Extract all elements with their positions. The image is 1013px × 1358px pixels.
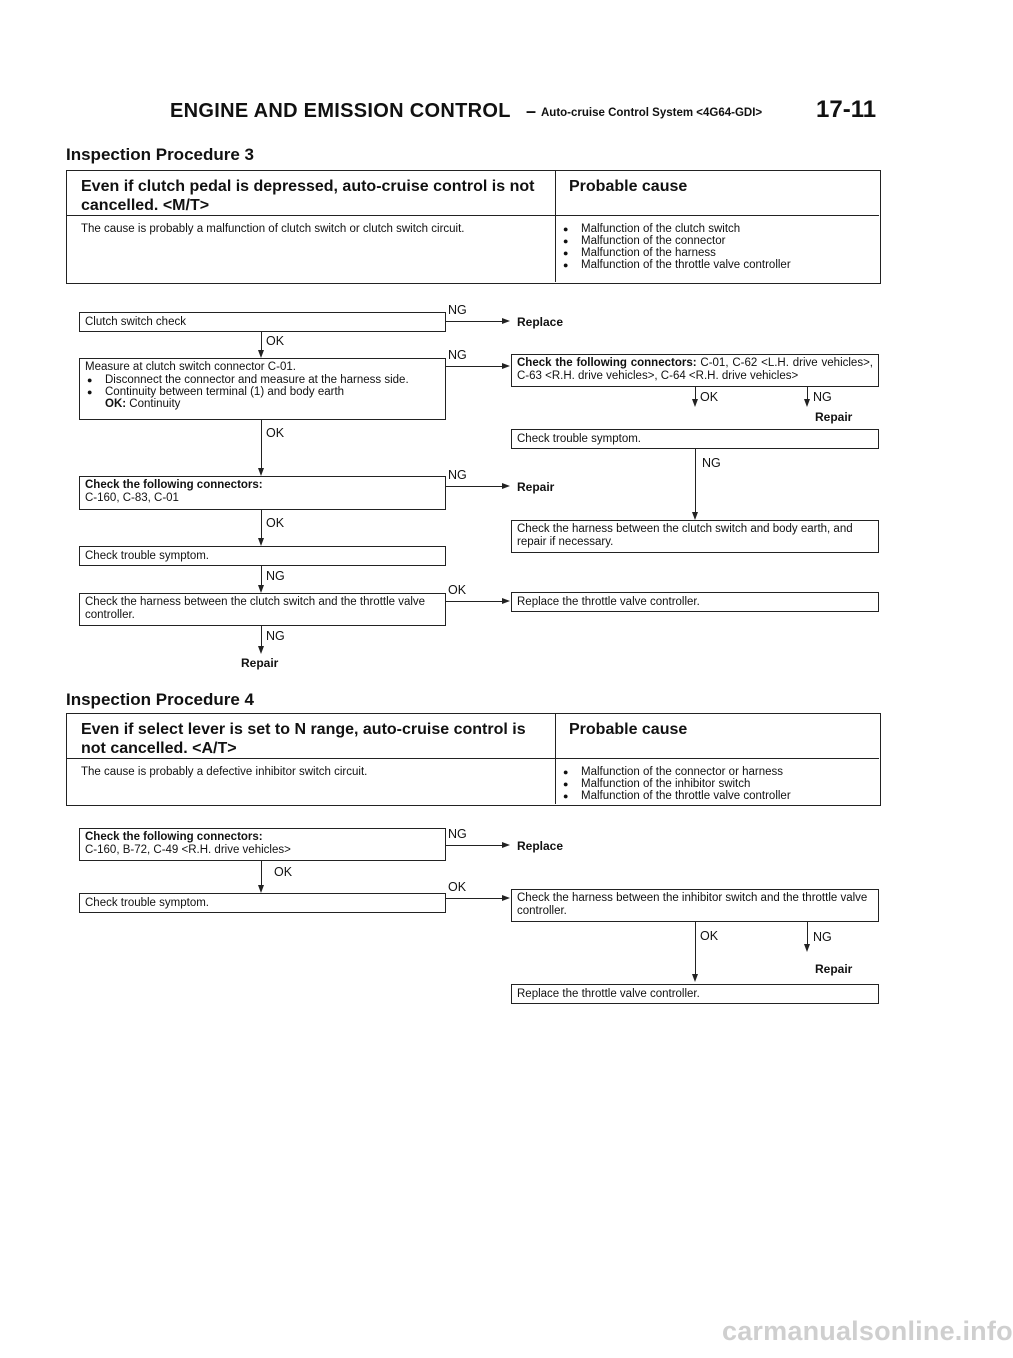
- watermark: carmanualsonline.info: [722, 1316, 1013, 1346]
- measure-bullet: ● Disconnect the connector and measure at the harness side.: [85, 374, 440, 386]
- replace-result: Replace: [517, 315, 564, 329]
- proc4-cause-text: The cause is probably a defective inhibitor switch circuit.: [81, 766, 368, 778]
- check-trouble-symptom-box-4: Check trouble symptom.: [79, 893, 446, 913]
- measure-line: Measure at clutch switch connector C-01.: [85, 361, 296, 373]
- arrow-down: [692, 399, 698, 407]
- proc3-table-vdivider: [555, 171, 556, 282]
- flow-line: [807, 387, 808, 399]
- flow-line: [446, 486, 502, 487]
- flow-line: [261, 332, 262, 350]
- clutch-switch-check-box: Clutch switch check: [79, 312, 446, 332]
- header-subtitle: Auto-cruise Control System <4G64-GDI>: [541, 107, 763, 119]
- flow-line: [261, 420, 262, 468]
- arrow-down: [692, 974, 698, 982]
- ok-label: OK: [274, 865, 293, 879]
- ok-label: OK: [700, 390, 719, 404]
- flow-line: [446, 366, 502, 367]
- replace-throttle-controller-box-3: Replace the throttle valve controller.: [511, 592, 879, 612]
- repair-result: Repair: [241, 656, 279, 670]
- proc4-cause-heading: Probable cause: [569, 721, 688, 738]
- ng-label: NG: [448, 827, 467, 841]
- check-harness-throttle-box: Check the harness between the clutch switch and the throttle valve controller.: [79, 593, 446, 626]
- flow-line: [695, 449, 696, 512]
- arrow-right: [502, 318, 510, 324]
- repair-result: Repair: [815, 962, 853, 976]
- flow-line: [446, 601, 502, 602]
- proc3-cause-item: ● Malfunction of the throttle valve controller: [561, 259, 869, 271]
- proc3-table: [66, 170, 881, 284]
- measure-ok-label: OK:: [105, 398, 127, 410]
- check-trouble-symptom-box-3: Check trouble symptom.: [79, 546, 446, 566]
- arrow-right: [502, 842, 510, 848]
- arrow-down: [258, 646, 264, 654]
- proc3-cause-item: ● Malfunction of the clutch switch: [561, 223, 869, 235]
- arrow-down: [692, 512, 698, 520]
- ok-label: OK: [266, 334, 285, 348]
- arrow-right: [502, 363, 510, 369]
- flow-line: [807, 922, 808, 944]
- proc4-table-vdivider: [555, 714, 556, 804]
- ok-label: OK: [448, 880, 467, 894]
- flow-line: [446, 845, 502, 846]
- repair-result: Repair: [815, 410, 853, 424]
- ng-label: NG: [448, 348, 467, 362]
- ok-label: OK: [266, 516, 285, 530]
- proc4-cause-item: ● Malfunction of the throttle valve controller: [561, 790, 869, 802]
- proc3-cause-item: ● Malfunction of the harness: [561, 247, 869, 259]
- flow-line: [695, 922, 696, 974]
- flow-line: [695, 387, 696, 399]
- proc3-symptom: Even if clutch pedal is depressed, auto-cruise control is not cancelled. <M/T>: [81, 178, 535, 214]
- ng-label: NG: [266, 629, 285, 643]
- measure-ok-value: Continuity: [129, 398, 181, 410]
- replace-result: Replace: [517, 839, 564, 853]
- measure-clutch-switch-box: [79, 358, 446, 420]
- flow-line: [446, 321, 502, 322]
- measure-ok-line: [85, 398, 440, 411]
- ng-label: NG: [813, 390, 832, 404]
- proc4-table-hdivider: [67, 758, 879, 759]
- ok-label: OK: [266, 426, 285, 440]
- proc3-cause-text: The cause is probably a malfunction of clutch switch or clutch switch circuit.: [81, 223, 465, 235]
- arrow-right: [502, 483, 510, 489]
- proc4-cause-item: ● Malfunction of the inhibitor switch: [561, 778, 869, 790]
- arrow-down: [258, 885, 264, 893]
- ng-label: NG: [702, 456, 721, 470]
- ok-label: OK: [448, 583, 467, 597]
- header-dash: –: [526, 101, 537, 121]
- measure-bullet: ● Continuity between terminal (1) and body earth: [85, 386, 440, 398]
- replace-throttle-controller-box-4: Replace the throttle valve controller.: [511, 984, 879, 1004]
- proc4-table: [66, 713, 881, 806]
- proc4-cause-item: ● Malfunction of the connector or harness: [561, 766, 869, 778]
- arrow-down: [258, 585, 264, 593]
- proc4-symptom: Even if select lever is set to N range, auto-cruise control is not cancelled. <A/T>: [81, 721, 526, 757]
- ok-label: OK: [700, 929, 719, 943]
- ng-label: NG: [266, 569, 285, 583]
- flow-line: [261, 510, 262, 538]
- page-number: 17-11: [816, 96, 877, 123]
- flow-line: [261, 626, 262, 646]
- proc4-cause-list: [555, 761, 875, 807]
- proc3-cause-list: [555, 218, 875, 276]
- flow-line: [261, 861, 262, 885]
- flow-line: [446, 898, 502, 899]
- proc3-table-hdivider: [67, 215, 879, 216]
- proc3-cause-heading: Probable cause: [569, 178, 688, 195]
- check-harness-inhibitor-box: Check the harness between the inhibitor switch and the throttle valve controller.: [511, 889, 879, 922]
- repair-result: Repair: [517, 480, 555, 494]
- check-connectors-box-3: Check the following connectors: C-160, C-83, C-01: [79, 476, 446, 510]
- arrow-down: [258, 350, 264, 358]
- proc4-heading: Inspection Procedure 4: [66, 690, 254, 709]
- header-title: ENGINE AND EMISSION CONTROL: [170, 100, 511, 122]
- check-connectors-box-4: Check the following connectors: C-160, B-72, C-49 <R.H. drive vehicles>: [79, 828, 446, 861]
- ng-label: NG: [813, 930, 832, 944]
- page-header: [0, 0, 960, 130]
- arrow-right: [502, 895, 510, 901]
- arrow-down: [804, 944, 810, 952]
- ng-label: NG: [448, 303, 467, 317]
- check-connectors-box-right: Check the following connectors: C-01, C-62 <L.H. drive vehicles>, C-63 <R.H. drive vehicles>, C-64 <R.H. drive vehicles>: [511, 354, 879, 387]
- proc3-cause-item: ● Malfunction of the connector: [561, 235, 869, 247]
- check-trouble-symptom-box-right: Check trouble symptom.: [511, 429, 879, 449]
- arrow-down: [804, 399, 810, 407]
- flow-line: [261, 566, 262, 585]
- arrow-right: [502, 598, 510, 604]
- proc3-heading: Inspection Procedure 3: [66, 145, 254, 164]
- check-harness-body-earth-box: Check the harness between the clutch switch and body earth, and repair if necessary.: [511, 520, 879, 553]
- arrow-down: [258, 538, 264, 546]
- ng-label: NG: [448, 468, 467, 482]
- arrow-down: [258, 468, 264, 476]
